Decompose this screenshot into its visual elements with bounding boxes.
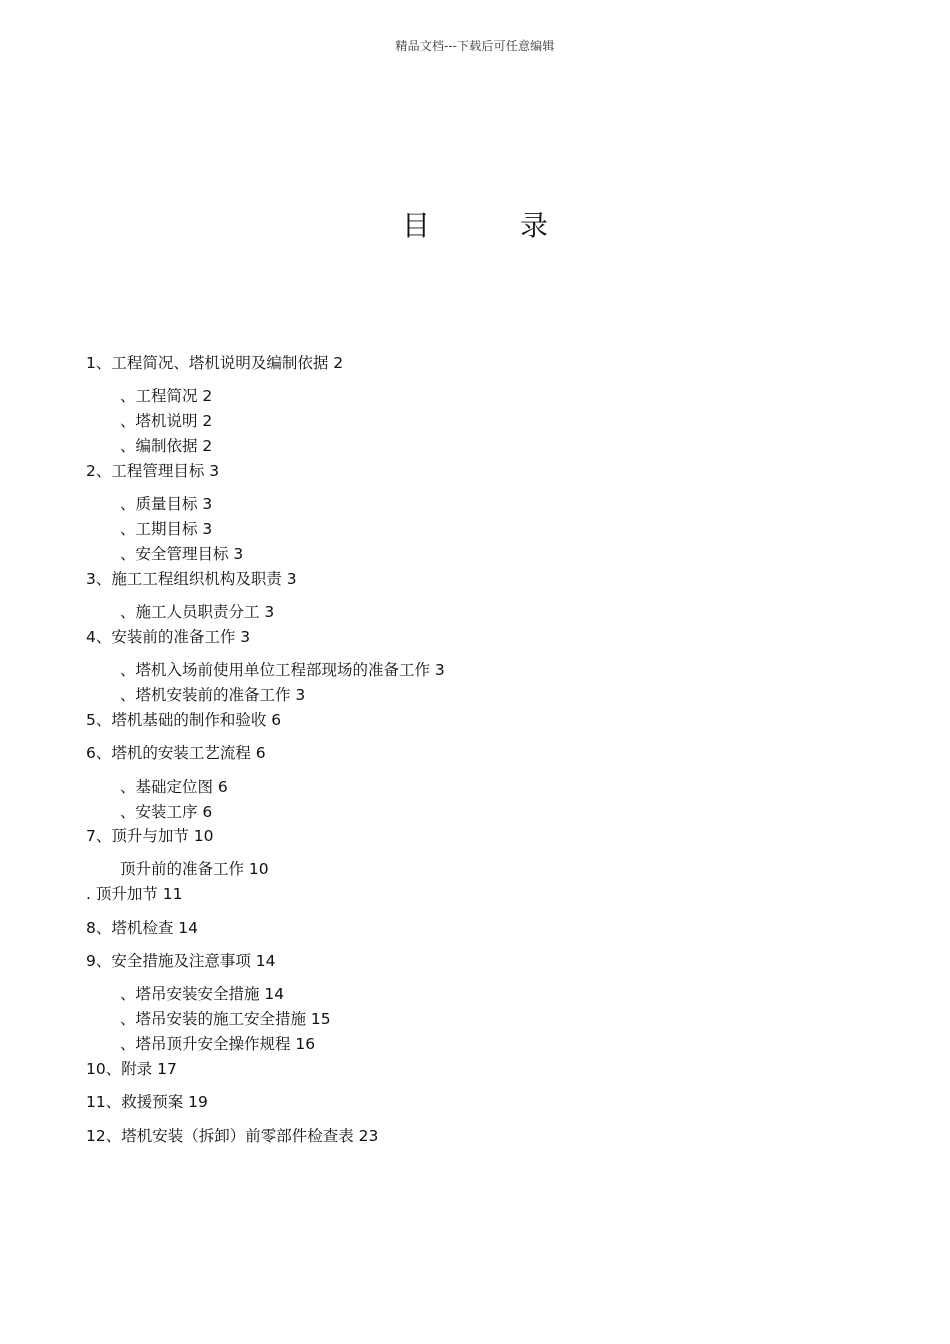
toc-subentry-6-2: 、安装工序 6: [120, 803, 213, 821]
toc-subentry-9-2: 、塔吊安装的施工安全措施 15: [120, 1010, 331, 1028]
toc-entry-10: 10、附录 17: [86, 1060, 177, 1078]
toc-subentry-1-1: 、工程简况 2: [120, 387, 213, 405]
toc-subentry-2-3: 、安全管理目标 3: [120, 545, 244, 563]
toc-entry-4: 4、安装前的准备工作 3: [86, 628, 251, 646]
toc-subentry-6-1: 、基础定位图 6: [120, 778, 228, 796]
toc-subentry-3-1: 、施工人员职责分工 3: [120, 603, 275, 621]
toc-entry-12: 12、塔机安装（拆卸）前零部件检查表 23: [86, 1127, 379, 1145]
toc-subentry-4-2: 、塔机安装前的准备工作 3: [120, 686, 306, 704]
toc-subentry-2-2: 、工期目标 3: [120, 520, 213, 538]
toc-entry-1: 1、工程简况、塔机说明及编制依据 2: [86, 354, 344, 372]
toc-subentry-9-3: 、塔吊顶升安全操作规程 16: [120, 1035, 316, 1053]
title-char-2: 录: [520, 209, 549, 242]
page-header: 精品文档---下载后可任意编辑: [395, 39, 555, 53]
title-char-1: 目: [401, 209, 430, 242]
toc-entry-6: 6、塔机的安装工艺流程 6: [86, 744, 266, 762]
toc-subentry-2-1: 、质量目标 3: [120, 495, 213, 513]
toc-entry-5: 5、塔机基础的制作和验收 6: [86, 711, 282, 729]
toc-subentry-7-1: 顶升前的准备工作 10: [120, 860, 269, 878]
toc-subentry-4-1: 、塔机入场前使用单位工程部现场的准备工作 3: [120, 661, 445, 679]
toc-subentry-1-3: 、编制依据 2: [120, 437, 213, 455]
toc-entry-2: 2、工程管理目标 3: [86, 462, 220, 480]
toc-subentry-7-2: . 顶升加节 11: [86, 885, 183, 903]
toc-entry-7: 7、顶升与加节 10: [86, 827, 214, 845]
toc-subentry-1-2: 、塔机说明 2: [120, 412, 213, 430]
toc-entry-8: 8、塔机检查 14: [86, 919, 199, 937]
toc-entry-3: 3、施工工程组织机构及职责 3: [86, 570, 297, 588]
toc-entry-11: 11、救援预案 19: [86, 1093, 208, 1111]
toc-subentry-9-1: 、塔吊安装安全措施 14: [120, 985, 285, 1003]
toc-entry-9: 9、安全措施及注意事项 14: [86, 952, 276, 970]
